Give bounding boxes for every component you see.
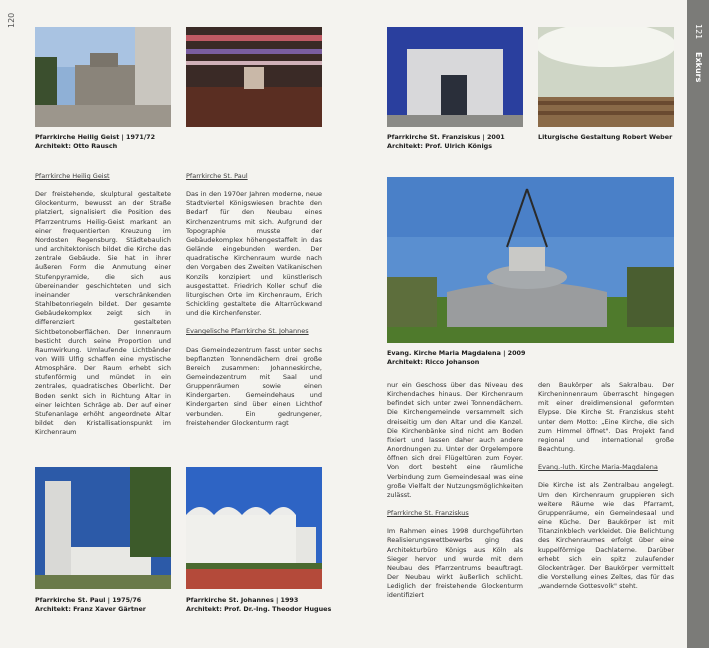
caption-title: Pfarrkirche St. Paul | 1975/76 [35,596,142,604]
paragraph: Der freistehende, skulptural gestaltete Glockenturm, bewusst an der Straße platziert, signalisiert die Position des Pfarrzentrums Heilig-Geist markant an einer frequentierten Kreuzung im Nordosten Regensburg. Städtebaulich und architektonisch bildet die Kirche das zentrale Gebäude. Sie hat in ihrer äußeren Form die Anmutung einer Stufenpyramide, die sich aus übereinander geschichteten und sich ineinander verschränkenden Stahlbetonriegeln bildet. Der gesamte Gebäudekomplex zeigt sich in differenziert gestalteten Sichtbetonoberflächen. Der Innenraum besticht durch seine Proportion und Raumwirkung. Umlaufende Lichtbänder von Willi Ulfig schaffen eine mystische Atmosphäre. Der Raum erhebt sich stufenförmig und mündet in ein zentrales, quadratisches Oberlicht. Der Boden senkt sich in Richtung Altar in einer leichten Schräge ab. Der auf einer Stufenanlage erhöht angeordnete Altar bildet den Kristallisationspunkt im Kirchenraum [35,190,171,437]
sidebar-tab [687,0,709,648]
text-column-2 [186,172,322,428]
photo-heilig-geist-interior [186,27,322,127]
photo-franziskus-exterior [387,27,523,127]
paragraph: Das Gemeindezentrum fasst unter sechs bepflanzten Tonnendächern drei große Bereich zusammen: Johanneskirche, Gemeindezentrum mit Saal und Gruppenräumen sowie einen Kindergarten. Gemeindehaus und Kindergarten sind über einen Lichthof verbunden. Ein gedrungener, freistehender Glockenturm ragt [186,345,322,427]
paragraph: Im Rahmen eines 1998 durchgeführten Realisierungswettbewerbs ging das Architekturbüro Königs aus Köln als Sieger hervor und wurde mit dem Neubau des Pfarrzentrums beauftragt. Der Neubau wirkt äußerlich schlicht. Lediglich der freistehende Glockenturm identifiziert [387,527,523,600]
caption-architect: Architekt: Franz Xaver Gärtner [35,605,146,613]
photo-heilig-geist-exterior [35,27,171,127]
caption-title: Pfarrkirche St. Franziskus | 2001 [387,133,505,141]
section-heading: Evang.-luth. Kirche Maria-Magdalena [538,463,658,472]
caption-weber [538,133,672,142]
section-heading: Pfarrkirche St. Franziskus [387,509,469,518]
photo-st-paul [35,467,171,589]
caption-paul [35,596,146,614]
text-column-4 [538,381,674,591]
caption-title: Pfarrkirche St. Johannes | 1993 [186,596,299,604]
caption-magdalena [387,349,525,367]
caption-title: Pfarrkirche Heilig Geist | 1971/72 [35,133,156,141]
photo-st-johannes [186,467,322,589]
caption-architect: Architekt: Otto Rausch [35,142,118,150]
paragraph: Das in den 1970er Jahren moderne, neue Stadtviertel Königswiesen brachte den Bedarf für den Neubau eines Kirchenzentrums mit sich. Aufgrund der Topographie musste der Gebäudekomplex höhengestaffelt in das Gelände eingebunden werden. Der quadratische Kirchenraum wurde nach den Vorgaben des Zweiten Vatikanischen Konzils konzipiert und künstlerisch ausgestattet. Friedrich Koller schuf die liturgischen Orte im Kirchenraum, Erich Schickling gestaltete die Altarrückwand und die Kirchenfenster. [186,190,322,318]
caption-title: Liturgische Gestaltung Robert Weber [538,133,673,141]
page-number-right: 121 [694,24,703,40]
photo-maria-magdalena [387,177,674,343]
paragraph: nur ein Geschoss über das Niveau des Kirchendaches hinaus. Der Kirchenraum befindet sich unter zwei Tonnendächern. Die Kirchengemeinde versammelt sich dreiseitig um den Altar und die Kanzel. Die Kirchenbänke sind nicht am Boden fixiert und lassen daher auch andere Anordnungen zu. Unter der Orgelempore öffnen sich drei Flügeltüren zum Foyer. Von dort besteht eine räumliche Verbindung zum Gemeindesaal was eine große Vielfalt der Nutzungsmöglichkeiten zulässt. [387,381,523,499]
paragraph: Die Kirche ist als Zentralbau angelegt. Um den Kirchenraum gruppieren sich weitere Räume wie das Pfarramt, Gruppenräume, ein Gemeindesaal und eine Küche. Der Baukörper ist mit Titanzinkblech verkleidet. Die Belichtung des Kirchenraumes erfolgt über eine kuppelförmige Dachlaterne. Darüber erhebt sich ein spitz zulaufender Glockenträger. Der Baukörper vermittelt die Vorstellung eines Zeltes, das für das „wandernde Gottesvolk" steht. [538,481,674,591]
caption-architect: Architekt: Prof. Ulrich Königs [387,142,493,150]
caption-johannes [186,596,331,614]
paragraph: den Baukörper als Sakralbau. Der Kircheninnenraum überrascht hingegen mit einer dreidimensional geformten Elypse. Die Kirche St. Franziskus steht unter dem Motto: „Eine Kirche, die sich zum Himmel öffnet". Das Projekt fand regional und international große Beachtung. [538,381,674,454]
section-heading: Evangelische Pfarrkirche St. Johannes [186,327,309,336]
text-column-3 [387,381,523,600]
text-column-1 [35,172,171,437]
caption-architect: Architekt: Prof. Dr.-Ing. Theodor Hugues [186,605,332,613]
section-heading: Pfarrkirche St. Paul [186,172,248,180]
section-label: Exkurs [694,52,703,83]
page-number-left: 120 [7,12,16,28]
caption-architect: Architekt: Ricco Johanson [387,358,480,366]
caption-franziskus [387,133,505,151]
caption-title: Evang. Kirche Maria Magdalena | 2009 [387,349,526,357]
section-heading: Pfarrkirche Heilig Geist [35,172,110,180]
photo-weber-interior [538,27,674,127]
caption-heilig-geist [35,133,155,151]
